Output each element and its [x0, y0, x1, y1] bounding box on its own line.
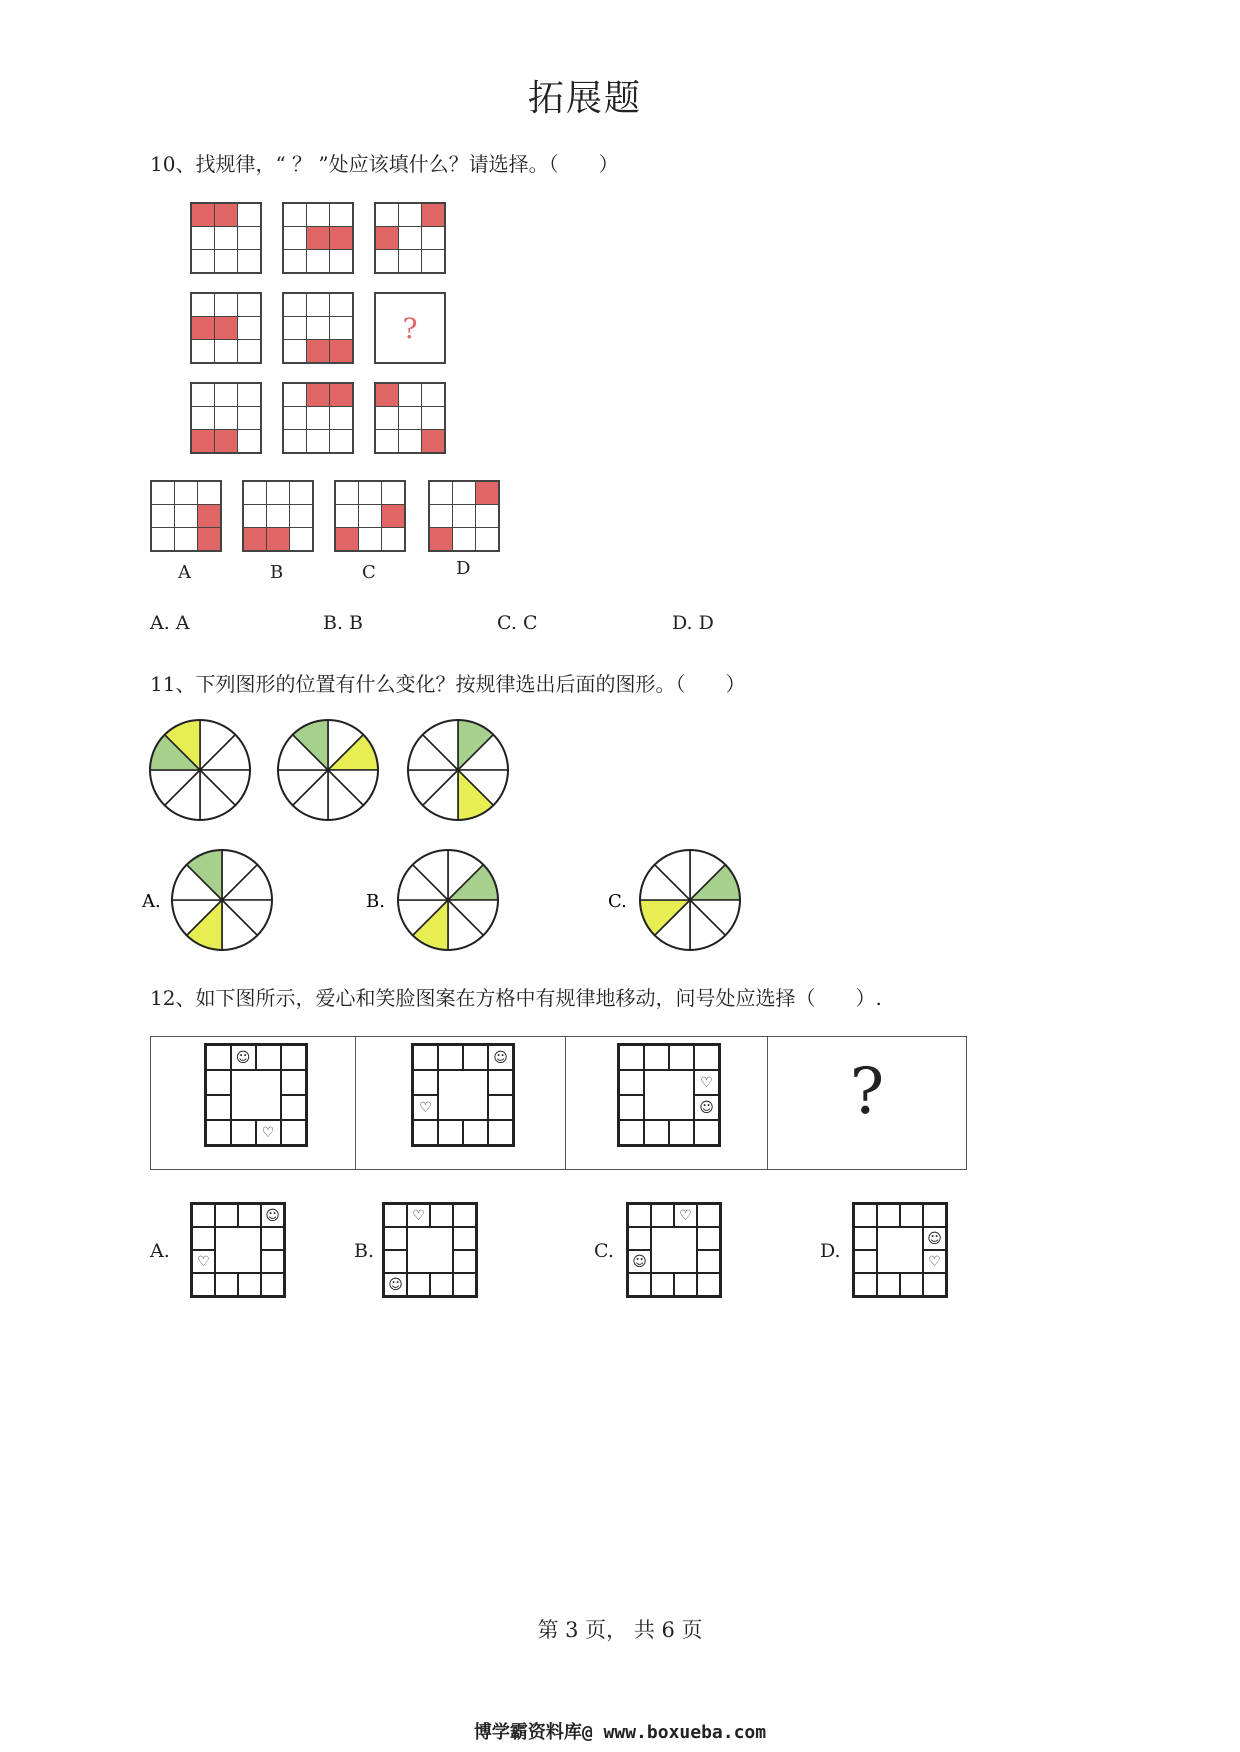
- page-title: 拓展题: [527, 78, 642, 119]
- heart-icon: ♡: [928, 1253, 941, 1270]
- grid-cell: [281, 1095, 306, 1120]
- grid-cell: [152, 528, 174, 550]
- shaded-cell: [422, 430, 444, 452]
- grid-cell: [854, 1273, 877, 1296]
- question-12-text: 12、如下图所示，爱心和笑脸图案在方格中有规律地移动，问号处应选择（ ）.: [150, 986, 882, 1010]
- grid-cell: [488, 1045, 513, 1070]
- grid-cell: [290, 482, 312, 504]
- q10-matrix-cell: [282, 382, 354, 454]
- q11-choice-wheel-a: [172, 850, 272, 950]
- grid-cell: [651, 1273, 674, 1296]
- grid-cell: [281, 1070, 306, 1095]
- grid-cell: [854, 1250, 877, 1273]
- grid-cell: [284, 407, 306, 429]
- grid-cell: [281, 1045, 306, 1070]
- grid-cell: [238, 384, 260, 406]
- grid-cell: [628, 1250, 651, 1273]
- grid-cell: [382, 528, 404, 550]
- q12-choice-grid-d: [852, 1202, 948, 1298]
- q11-choice-label[interactable]: C.: [608, 891, 627, 912]
- grid-cell: [430, 1273, 453, 1296]
- grid-cell: [336, 505, 358, 527]
- shaded-cell: [215, 430, 237, 452]
- grid-cell: [215, 407, 237, 429]
- q12-panel: [150, 1036, 355, 1170]
- q12-choices: [150, 1200, 970, 1304]
- grid-cell: [923, 1204, 946, 1227]
- grid-cell: [628, 1227, 651, 1250]
- grid-cell: [256, 1045, 281, 1070]
- grid-cell: [330, 317, 352, 339]
- grid-cell: [476, 528, 498, 550]
- shaded-cell: [215, 204, 237, 226]
- shaded-cell: [330, 340, 352, 362]
- grid-cell: [694, 1045, 719, 1070]
- grid-cell: [192, 227, 214, 249]
- grid-cell: [336, 482, 358, 504]
- grid-cell: [628, 1273, 651, 1296]
- grid-cell: [694, 1120, 719, 1145]
- grid-cell: [644, 1120, 669, 1145]
- grid-cell: [192, 294, 214, 316]
- grid-cell: [422, 227, 444, 249]
- grid-cell: [175, 528, 197, 550]
- grid-cell: [674, 1273, 697, 1296]
- shaded-cell: [307, 384, 329, 406]
- q11-choice-wheel-c: [640, 850, 740, 950]
- grid-cell: [923, 1227, 946, 1250]
- grid-cell: [152, 505, 174, 527]
- grid-cell: [290, 505, 312, 527]
- grid-cell: [669, 1120, 694, 1145]
- grid-cell: [399, 250, 421, 272]
- grid-cell: [438, 1120, 463, 1145]
- grid-cell: [307, 294, 329, 316]
- q11-sequence-wheel: [150, 720, 250, 820]
- grid-cell: [413, 1095, 438, 1120]
- grid-cell: [376, 204, 398, 226]
- grid-cell: [238, 407, 260, 429]
- q11-sequence-wheel: [278, 720, 378, 820]
- grid-cell: [330, 407, 352, 429]
- grid-cell: [430, 505, 452, 527]
- shaded-cell: [215, 317, 237, 339]
- q10-option-b[interactable]: B. B: [323, 612, 364, 634]
- grid-cell: [215, 1204, 238, 1227]
- grid-cell: [238, 250, 260, 272]
- q10-candidate-c: [334, 480, 406, 552]
- grid-cell: [413, 1120, 438, 1145]
- heart-icon: ♡: [679, 1207, 692, 1224]
- grid-cell: [674, 1204, 697, 1227]
- grid-cell: [215, 250, 237, 272]
- q10-candidate-label: A: [178, 562, 191, 583]
- shaded-cell: [267, 528, 289, 550]
- grid-cell: [453, 1250, 476, 1273]
- shaded-cell: [422, 204, 444, 226]
- grid-cell: [307, 204, 329, 226]
- grid-cell: [238, 204, 260, 226]
- q10-candidate-b: [242, 480, 314, 552]
- grid-cell: [453, 1227, 476, 1250]
- grid-cell: [267, 505, 289, 527]
- grid-cell: [238, 1273, 261, 1296]
- grid-cell: [619, 1095, 644, 1120]
- grid-cell: [284, 294, 306, 316]
- q11-choice-label[interactable]: B.: [366, 891, 385, 912]
- grid-cell: [644, 1045, 669, 1070]
- grid-cell: [307, 250, 329, 272]
- q10-candidate-label: C: [362, 562, 376, 583]
- question-10-text: 10、找规律，“ ？ ”处应该填什么？请选择。（ ）: [150, 152, 619, 176]
- heart-icon: ♡: [261, 1124, 275, 1141]
- question-mark: ?: [402, 311, 418, 345]
- grid-cell: [384, 1204, 407, 1227]
- grid-cell: [206, 1120, 231, 1145]
- grid-cell: [284, 227, 306, 249]
- grid-cell: [284, 204, 306, 226]
- grid-cell: [697, 1250, 720, 1273]
- grid-cell: [399, 430, 421, 452]
- q10-candidate-a: [150, 480, 222, 552]
- shaded-cell: [192, 317, 214, 339]
- grid-cell: [669, 1045, 694, 1070]
- grid-cell: [651, 1204, 674, 1227]
- q12-choice-label[interactable]: C.: [594, 1240, 614, 1262]
- q12-sequence-grid: [204, 1043, 308, 1147]
- smile-icon: ☺: [927, 1230, 942, 1247]
- grid-cell: [261, 1204, 284, 1227]
- page-footer: 第 3 页， 共 6 页: [537, 1618, 703, 1642]
- heart-icon: ♡: [412, 1207, 425, 1224]
- grid-cell: [192, 384, 214, 406]
- q10-pattern-matrix: [190, 202, 450, 462]
- smile-icon: ☺: [388, 1276, 403, 1293]
- grid-cell: [284, 384, 306, 406]
- grid-cell: [476, 505, 498, 527]
- grid-cell: [359, 505, 381, 527]
- smile-icon: ☺: [235, 1049, 251, 1066]
- grid-cell: [619, 1120, 644, 1145]
- shaded-cell: [198, 505, 220, 527]
- grid-cell: [399, 204, 421, 226]
- grid-cell: [438, 1045, 463, 1070]
- grid-cell: [330, 204, 352, 226]
- grid-cell: [192, 340, 214, 362]
- grid-cell: [923, 1250, 946, 1273]
- grid-cell: [619, 1070, 644, 1095]
- grid-cell: [463, 1045, 488, 1070]
- q12-sequence-grid: [617, 1043, 721, 1147]
- q10-matrix-cell: [374, 382, 446, 454]
- grid-cell: [359, 482, 381, 504]
- q10-candidate-figures: [150, 480, 510, 590]
- q11-figures: [140, 712, 760, 960]
- grid-cell: [384, 1227, 407, 1250]
- grid-cell: [290, 528, 312, 550]
- grid-cell: [192, 250, 214, 272]
- shaded-cell: [192, 204, 214, 226]
- q12-choice-label[interactable]: A.: [150, 1240, 170, 1262]
- q12-choice-grid-a: [190, 1202, 286, 1298]
- q10-matrix-cell: [282, 202, 354, 274]
- shaded-cell: [336, 528, 358, 550]
- grid-cell: [384, 1250, 407, 1273]
- grid-cell: [192, 1204, 215, 1227]
- grid-cell: [238, 340, 260, 362]
- q11-choice-label[interactable]: A.: [142, 891, 161, 912]
- grid-cell: [900, 1273, 923, 1296]
- q10-matrix-cell: [190, 202, 262, 274]
- grid-cell: [854, 1204, 877, 1227]
- q10-matrix-cell: [190, 292, 262, 364]
- q10-option-a[interactable]: A. A: [150, 612, 190, 634]
- grid-cell: [238, 294, 260, 316]
- grid-cell: [256, 1120, 281, 1145]
- q11-sequence-wheel: [408, 720, 508, 820]
- grid-cell: [422, 250, 444, 272]
- grid-cell: [697, 1273, 720, 1296]
- grid-cell: [330, 430, 352, 452]
- shaded-cell: [476, 482, 498, 504]
- grid-cell: [430, 1204, 453, 1227]
- grid-cell: [854, 1227, 877, 1250]
- grid-cell: [697, 1227, 720, 1250]
- grid-cell: [413, 1045, 438, 1070]
- grid-cell: [877, 1204, 900, 1227]
- q12-sequence-strip: [150, 1036, 970, 1170]
- question-11-text: 11、下列图形的位置有什么变化？按规律选出后面的图形。（ ）: [150, 672, 746, 696]
- grid-cell: [215, 227, 237, 249]
- grid-cell: [453, 482, 475, 504]
- grid-cell: [238, 1204, 261, 1227]
- grid-cell: [215, 294, 237, 316]
- grid-cell: [430, 482, 452, 504]
- grid-cell: [231, 1045, 256, 1070]
- grid-cell: [382, 482, 404, 504]
- q10-matrix-cell: [190, 382, 262, 454]
- q12-choice-label[interactable]: B.: [354, 1240, 375, 1262]
- smile-icon: ☺: [493, 1049, 508, 1066]
- grid-cell: [215, 384, 237, 406]
- grid-cell: [152, 482, 174, 504]
- grid-cell: [238, 227, 260, 249]
- shaded-cell: [307, 227, 329, 249]
- grid-cell: [399, 384, 421, 406]
- q10-missing-cell: [374, 292, 446, 364]
- q10-candidate-label: B: [270, 562, 284, 583]
- grid-cell: [488, 1070, 513, 1095]
- grid-cell: [619, 1045, 644, 1070]
- grid-cell: [261, 1273, 284, 1296]
- q10-candidate-d: [428, 480, 500, 552]
- grid-cell: [284, 250, 306, 272]
- grid-cell: [192, 1273, 215, 1296]
- q12-panel: [767, 1036, 967, 1170]
- grid-cell: [238, 317, 260, 339]
- heart-icon: ♡: [419, 1099, 432, 1116]
- q12-choice-grid-b: [382, 1202, 478, 1298]
- grid-cell: [281, 1120, 306, 1145]
- q10-option-c[interactable]: C. C: [497, 612, 538, 634]
- shaded-cell: [330, 227, 352, 249]
- q12-panel: [565, 1036, 767, 1170]
- q12-sequence-grid: [411, 1043, 515, 1147]
- heart-icon: ♡: [197, 1253, 210, 1270]
- q11-choice-wheel-b: [398, 850, 498, 950]
- grid-cell: [376, 250, 398, 272]
- grid-cell: [215, 1273, 238, 1296]
- smile-icon: ☺: [265, 1207, 280, 1224]
- shaded-cell: [430, 528, 452, 550]
- grid-cell: [198, 482, 220, 504]
- grid-cell: [267, 482, 289, 504]
- grid-cell: [215, 340, 237, 362]
- q10-matrix-cell: [374, 202, 446, 274]
- q12-panel: [355, 1036, 565, 1170]
- grid-cell: [376, 430, 398, 452]
- grid-cell: [453, 505, 475, 527]
- grid-cell: [407, 1204, 430, 1227]
- q10-candidate-label: D: [456, 558, 471, 579]
- grid-cell: [399, 407, 421, 429]
- shaded-cell: [244, 528, 266, 550]
- grid-cell: [877, 1273, 900, 1296]
- shaded-cell: [382, 505, 404, 527]
- grid-cell: [244, 505, 266, 527]
- grid-cell: [307, 317, 329, 339]
- grid-cell: [407, 1273, 430, 1296]
- grid-cell: [284, 430, 306, 452]
- grid-cell: [244, 482, 266, 504]
- smile-icon: ☺: [699, 1099, 714, 1116]
- grid-cell: [384, 1273, 407, 1296]
- question-mark: ?: [849, 1055, 885, 1129]
- smile-icon: ☺: [632, 1253, 647, 1270]
- grid-cell: [453, 528, 475, 550]
- shaded-cell: [330, 384, 352, 406]
- grid-cell: [206, 1070, 231, 1095]
- grid-cell: [694, 1095, 719, 1120]
- grid-cell: [261, 1250, 284, 1273]
- shaded-cell: [198, 528, 220, 550]
- grid-cell: [900, 1204, 923, 1227]
- grid-cell: [175, 482, 197, 504]
- grid-cell: [694, 1070, 719, 1095]
- grid-cell: [307, 407, 329, 429]
- grid-cell: [413, 1070, 438, 1095]
- grid-cell: [628, 1204, 651, 1227]
- grid-cell: [422, 384, 444, 406]
- shaded-cell: [376, 384, 398, 406]
- grid-cell: [376, 407, 398, 429]
- shaded-cell: [192, 430, 214, 452]
- grid-cell: [330, 294, 352, 316]
- grid-cell: [192, 1250, 215, 1273]
- grid-cell: [307, 430, 329, 452]
- grid-cell: [231, 1120, 256, 1145]
- q12-choice-grid-c: [626, 1202, 722, 1298]
- grid-cell: [453, 1273, 476, 1296]
- grid-cell: [488, 1120, 513, 1145]
- grid-cell: [359, 528, 381, 550]
- grid-cell: [284, 340, 306, 362]
- grid-cell: [422, 407, 444, 429]
- grid-cell: [453, 1204, 476, 1227]
- grid-cell: [488, 1095, 513, 1120]
- grid-cell: [206, 1045, 231, 1070]
- grid-cell: [330, 250, 352, 272]
- q12-choice-label[interactable]: D.: [820, 1240, 841, 1262]
- grid-cell: [463, 1120, 488, 1145]
- q10-matrix-cell: [282, 292, 354, 364]
- grid-cell: [192, 407, 214, 429]
- grid-cell: [238, 430, 260, 452]
- shaded-cell: [307, 340, 329, 362]
- grid-cell: [697, 1204, 720, 1227]
- grid-cell: [284, 317, 306, 339]
- grid-cell: [923, 1273, 946, 1296]
- grid-cell: [399, 227, 421, 249]
- q10-option-d[interactable]: D. D: [672, 612, 714, 634]
- watermark: 博学霸资料库@ www.boxueba.com: [473, 1722, 767, 1743]
- grid-cell: [261, 1227, 284, 1250]
- shaded-cell: [376, 227, 398, 249]
- heart-icon: ♡: [700, 1074, 713, 1091]
- grid-cell: [192, 1227, 215, 1250]
- grid-cell: [206, 1095, 231, 1120]
- grid-cell: [175, 505, 197, 527]
